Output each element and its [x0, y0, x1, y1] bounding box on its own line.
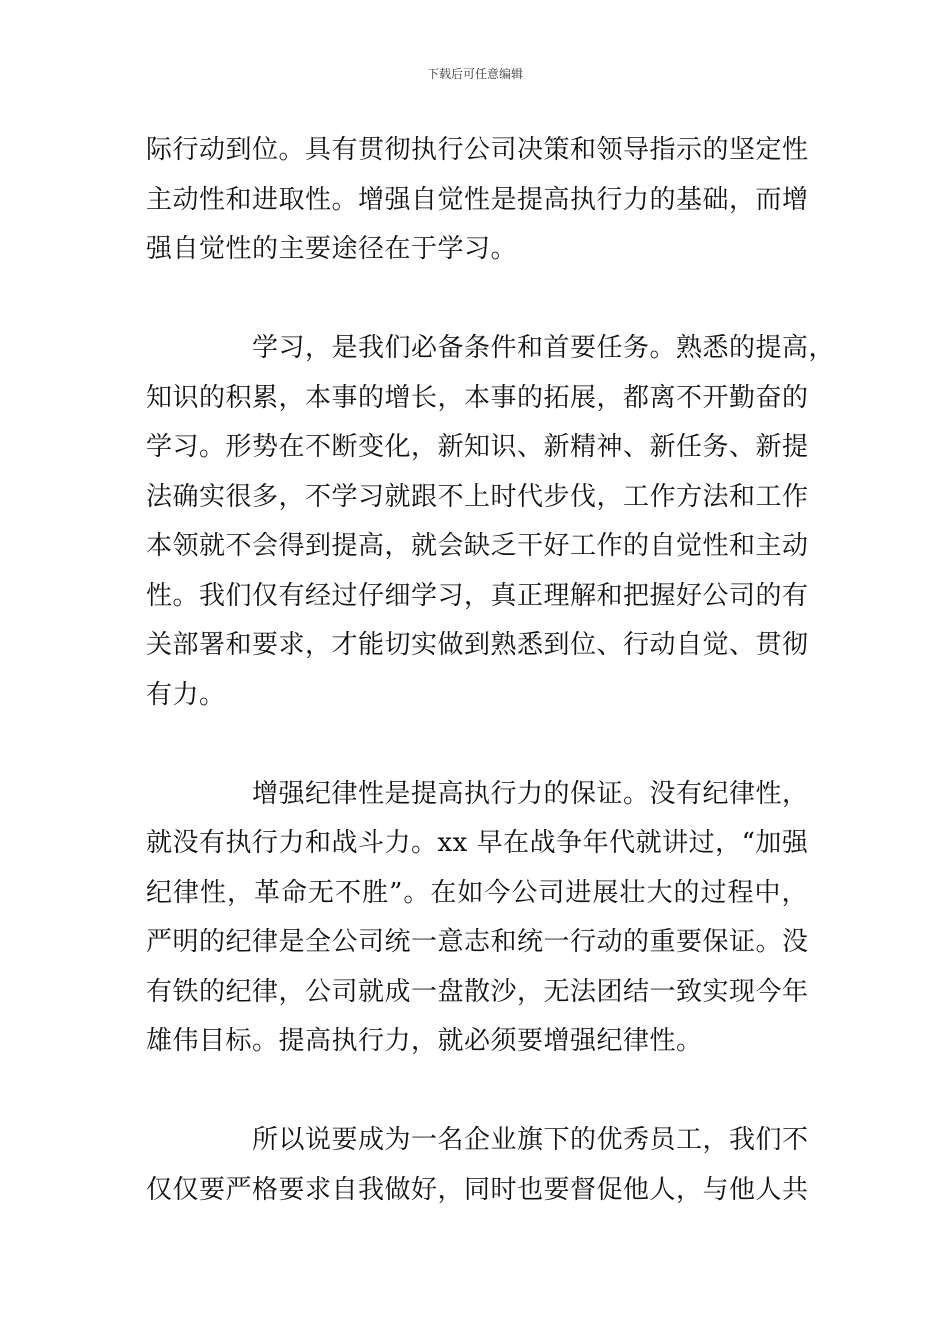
text-line: 学习。形势在不断变化，新知识、新精神、新任务、新提 [146, 432, 809, 462]
text-line: 有力。 [146, 679, 226, 710]
text-line: 法确实很多，不学习就跟不上时代步伐，工作方法和工作 [146, 481, 809, 512]
text-line: 有铁的纪律，公司就成一盘散沙，无法团结一致实现今年 [146, 976, 809, 1007]
text-line: 雄伟目标。提高执行力，就必须要增强纪律性。 [146, 1026, 703, 1056]
page-header: 下载后可任意编辑 [426, 67, 523, 81]
paragraph-1 [146, 126, 808, 275]
text-line: 主动性和进取性。增强自觉性是提高执行力的基础，而增 [146, 184, 809, 215]
text-line: 增强纪律性是提高执行力的保证。没有纪律性， [252, 778, 809, 809]
paragraph-gap [146, 275, 808, 325]
text-line: 纪律性，革命无不胜”。在如今公司进展壮大的过程中， [146, 877, 808, 908]
paragraph-gap [146, 720, 808, 770]
document-body [146, 126, 836, 1215]
paragraph-3 [146, 770, 808, 1067]
text-line: 学习，是我们必备条件和首要任务。熟悉的提高， [252, 333, 836, 363]
text-line: 性。我们仅有经过仔细学习，真正理解和把握好公司的有 [146, 580, 809, 611]
text-line: 知识的积累，本事的增长，本事的拓展，都离不开勤奋的 [146, 382, 809, 413]
paragraph-gap [146, 1067, 808, 1117]
paragraph-4 [146, 1116, 808, 1215]
text-line: 际行动到位。具有贯彻执行公司决策和领导指示的坚定性 [146, 135, 809, 165]
text-line: 本领就不会得到提高，就会缺乏干好工作的自觉性和主动 [146, 531, 809, 561]
paragraph-2 [146, 324, 836, 720]
text-line: 严明的纪律是全公司统一意志和统一行动的重要保证。没 [146, 927, 809, 957]
text-line: 关部署和要求，才能切实做到熟悉到位、行动自觉、贯彻 [146, 630, 809, 660]
text-line: 就没有执行力和战斗力。xx 早在战争年代就讲过，“加强 [146, 828, 809, 858]
text-line: 强自觉性的主要途径在于学习。 [146, 234, 518, 264]
text-line: 仅仅要严格要求自我做好，同时也要督促他人，与他人共 [146, 1174, 809, 1205]
text-line: 所以说要成为一名企业旗下的优秀员工，我们不 [252, 1125, 809, 1155]
